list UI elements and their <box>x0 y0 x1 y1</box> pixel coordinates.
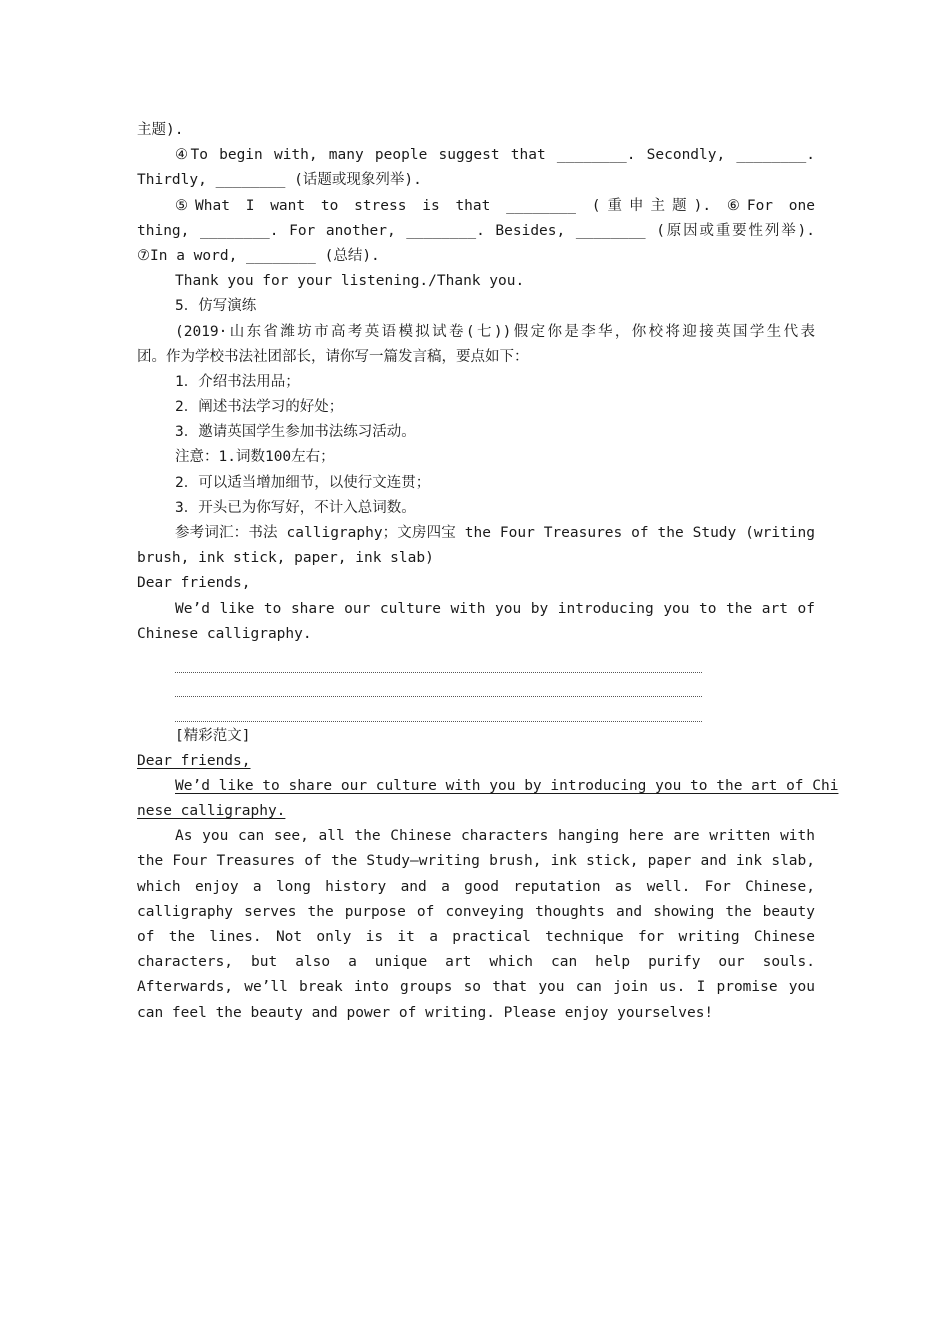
template-line-4b: Thirdly, ________ (话题或现象列举). <box>137 172 422 189</box>
template-line-7: ⑦In a word, ________ (总结). <box>137 247 380 264</box>
writing-rule-line[interactable] <box>175 697 702 721</box>
note-item: 2．可以适当增加细节，以使行文连贯； <box>175 474 431 491</box>
model-opening-row-b <box>137 799 815 824</box>
exercise-greeting: Dear friends, <box>137 575 251 592</box>
model-opening-row-a <box>137 774 839 799</box>
template-line-5b: thing, ________. For another, ________. Besides, ________ (原因或重要性列举). <box>137 222 815 239</box>
model-body: As you can see, all the Chinese characters hanging here are written with the Four Treasures of the Study—writing brush, ink stick, paper and ink slab, which enjoy a long history and a good reputation as well. For Chinese, calligraphy serves the purpose of conveying thoughts and showing the beauty of the lines. Not only is it a practical technique for writing Chinese characters, but also a unique art which can help purify our souls. Afterwards, we’ll break into groups so that you can join us. I promise you can feel the beauty and power of writing. Please enjoy yourselves! <box>137 828 815 1021</box>
exercise-prompt-b: 团。作为学校书法社团部长，请你写一篇发言稿，要点如下： <box>137 348 529 365</box>
exercise-prompt-a: (2019·山东省潍坊市高考英语模拟试卷(七))假定你是李华，你校将迎接英国学生代表 <box>175 323 815 340</box>
writing-area[interactable] <box>137 647 815 724</box>
template-line-5a: ⑤What I want to stress is that ________ (重申主题). ⑥For one <box>175 197 815 214</box>
note-item: 注意：1.词数100左右； <box>175 449 335 466</box>
writing-rule-line[interactable] <box>175 673 702 697</box>
exercise-opening-b: Chinese calligraphy. <box>137 625 312 642</box>
exercise-heading: 5．仿写演练 <box>175 298 257 315</box>
vocab-line-b: brush, ink stick, paper, ink slab) <box>137 550 434 567</box>
model-greeting: Dear friends, <box>137 752 251 769</box>
model-opening-a: We’d like to share our culture with you by introducing you to the art of Chi <box>175 777 839 794</box>
point-item: 2．阐述书法学习的好处； <box>175 399 344 416</box>
template-line-4a: ④To begin with, many people suggest that ________. Secondly, ________. <box>175 147 815 164</box>
model-opening-b: nese calligraphy. <box>137 803 286 820</box>
note-item: 3．开头已为你写好，不计入总词数。 <box>175 499 416 516</box>
point-item: 1．介绍书法用品； <box>175 373 300 390</box>
vocab-line-a: 参考词汇：书法 calligraphy；文房四宝 the Four Treasures of the Study (writing <box>175 525 815 541</box>
point-item: 3．邀请英国学生参加书法练习活动。 <box>175 424 416 441</box>
document-page <box>137 118 839 1026</box>
model-label: [精彩范文] <box>175 727 251 744</box>
closing-thanks: Thank you for your listening./Thank you. <box>175 273 525 290</box>
exercise-opening-a: We’d like to share our culture with you by introducing you to the art of <box>175 600 815 617</box>
theme-line-end: 主题). <box>137 122 184 138</box>
writing-rule-line[interactable] <box>175 649 702 673</box>
model-greeting-row <box>137 749 815 774</box>
